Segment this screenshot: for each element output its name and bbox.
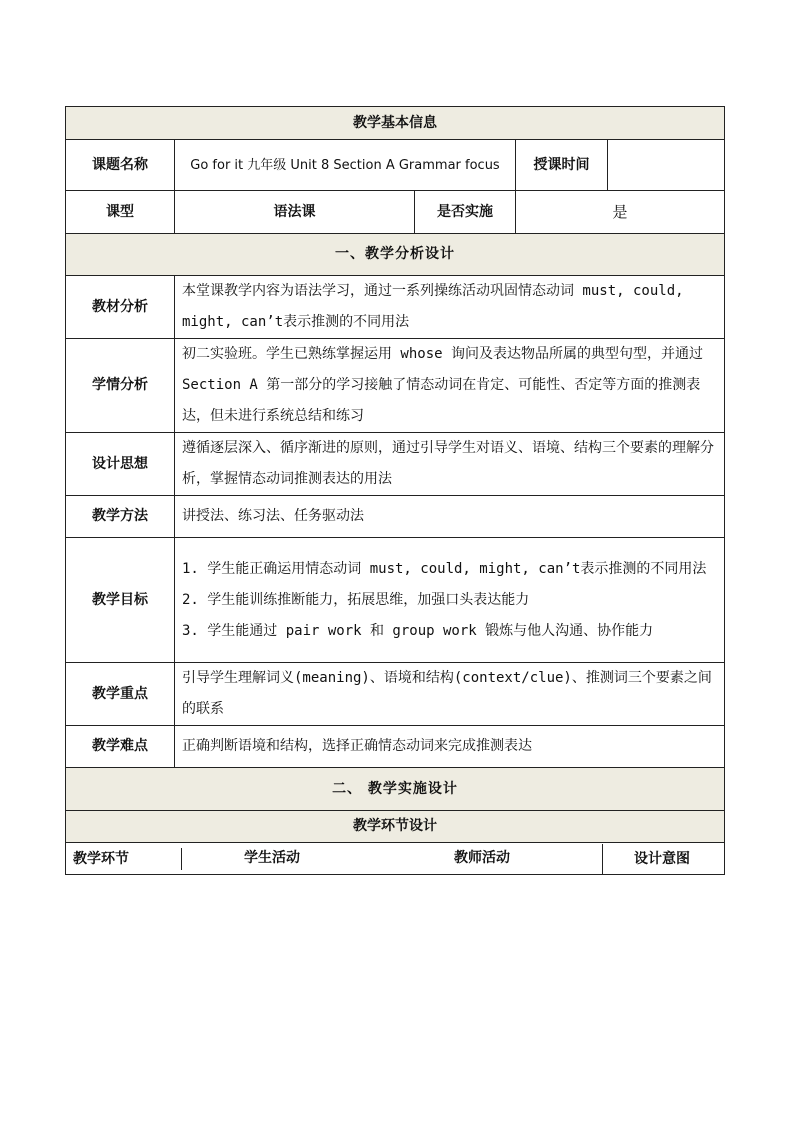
teach-time-value [608, 140, 725, 191]
analysis-section-title: 一、教学分析设计 [66, 234, 725, 276]
goals-label: 教学目标 [66, 538, 175, 663]
analysis-row-text: 遵循逐层深入、循序渐进的原则，通过引导学生对语义、语境、结构三个要素的理解分析，掌握情态动词推测表达的用法 [175, 433, 725, 496]
implementation-section-title: 二、 教学实施设计 [66, 768, 725, 811]
analysis-row-label: 教学方法 [66, 496, 175, 538]
implementation-columns [66, 843, 725, 875]
basic-info-title: 教学基本信息 [66, 107, 725, 140]
implementation-columns-row [66, 843, 725, 875]
column-header-teacher-activity: 教师活动 [454, 850, 510, 866]
key-points-text: 引导学生理解词义(meaning)、语境和结构(context/clue)、推测词三个要素之间的联系 [175, 663, 725, 726]
basic-info-header-row [66, 107, 725, 140]
analysis-row-text: 讲授法、练习法、任务驱动法 [175, 496, 725, 538]
analysis-row-text: 本堂课教学内容为语法学习，通过一系列操练活动巩固情态动词 must, could, might, can’t表示推测的不同用法 [175, 276, 725, 339]
implementation-subsection-row [66, 811, 725, 843]
goal-item: 2. 学生能训练推断能力，拓展思维，加强口头表达能力 [182, 591, 530, 608]
analysis-section-row [66, 234, 725, 276]
key-points-row [66, 663, 725, 726]
key-points-label: 教学重点 [66, 663, 175, 726]
analysis-row [66, 276, 725, 339]
lesson-plan-sheet [65, 106, 724, 875]
analysis-row-label: 设计思想 [66, 433, 175, 496]
analysis-row-label: 教材分析 [66, 276, 175, 339]
goal-item: 1. 学生能正确运用情态动词 must, could, might, can’t表示推测的不同用法 [182, 560, 707, 577]
analysis-row [66, 433, 725, 496]
difficulties-text: 正确判断语境和结构，选择正确情态动词来完成推测表达 [175, 726, 725, 768]
goal-item: 3. 学生能通过 pair work 和 group work 锻炼与他人沟通、协作能力 [182, 622, 654, 639]
goals-row [66, 538, 725, 663]
column-header-student-activity: 学生活动 [244, 850, 300, 866]
analysis-row [66, 339, 725, 433]
analysis-row-label: 学情分析 [66, 339, 175, 433]
analysis-row-text: 初二实验班。学生已熟练掌握运用 whose 询问及表达物品所属的典型句型，并通过 Section A 第一部分的学习接触了情态动词在肯定、可能性、否定等方面的推测表达，但未进行系统总结和练习 [175, 339, 725, 433]
difficulties-label: 教学难点 [66, 726, 175, 768]
course-name-label: 课题名称 [66, 140, 175, 191]
analysis-row [66, 496, 725, 538]
difficulties-row [66, 726, 725, 768]
type-row [66, 191, 725, 234]
column-header-design-intent: 设计意图 [602, 844, 721, 874]
type-label: 课型 [66, 191, 175, 234]
lesson-plan-table [65, 106, 725, 875]
teach-time-label: 授课时间 [516, 140, 608, 191]
column-header-stage: 教学环节 [66, 848, 182, 870]
implementation-subsection-title: 教学环节设计 [66, 811, 725, 843]
implementation-section-row [66, 768, 725, 811]
goals-list [175, 538, 725, 663]
course-name-value: Go for it 九年级 Unit 8 Section A Grammar focus [175, 140, 516, 191]
implemented-label: 是否实施 [415, 191, 516, 234]
type-value: 语法课 [175, 191, 415, 234]
implemented-value: 是 [516, 191, 725, 234]
course-row [66, 140, 725, 191]
